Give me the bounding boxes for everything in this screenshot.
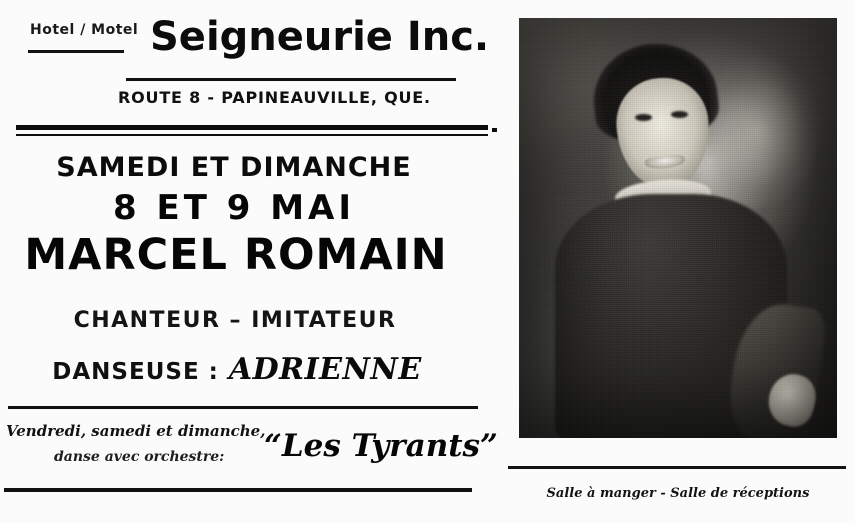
band-name: “Les Tyrants”: [264, 428, 498, 464]
show-days: SAMEDI ET DIMANCHE: [56, 152, 412, 183]
divider-middle: [8, 406, 478, 409]
divider-bottom-left: [4, 488, 472, 492]
band-block: [6, 416, 496, 480]
dancer-row: [0, 352, 500, 387]
dancer-name: ADRIENNE: [228, 352, 422, 387]
divider-thick: [16, 125, 488, 130]
headliner-name: MARCEL ROMAIN: [24, 230, 448, 280]
business-name-underline: [126, 78, 456, 81]
business-name: Seigneurie Inc.: [150, 14, 490, 60]
hotel-label-underline: [28, 50, 124, 53]
divider-thin: [16, 134, 488, 136]
hotel-motel-label: Hotel / Motel: [30, 22, 139, 38]
divider-bottom-right: [508, 466, 846, 469]
footer-note: Salle à manger - Salle de réceptions: [546, 486, 810, 501]
dancer-label: DANSEUSE :: [52, 359, 219, 385]
headliner-role: CHANTEUR – IMITATEUR: [73, 308, 397, 333]
performer-photo: [519, 18, 837, 438]
show-dates: 8 ET 9 MAI: [112, 188, 356, 228]
band-schedule-line1: Vendredi, samedi et dimanche,: [6, 422, 266, 440]
band-schedule-line2: danse avec orchestre:: [54, 449, 225, 465]
address-line: ROUTE 8 - PAPINEAUVILLE, QUE.: [118, 88, 431, 107]
photo-vignette: [519, 18, 837, 438]
divider-tick: [492, 128, 497, 132]
